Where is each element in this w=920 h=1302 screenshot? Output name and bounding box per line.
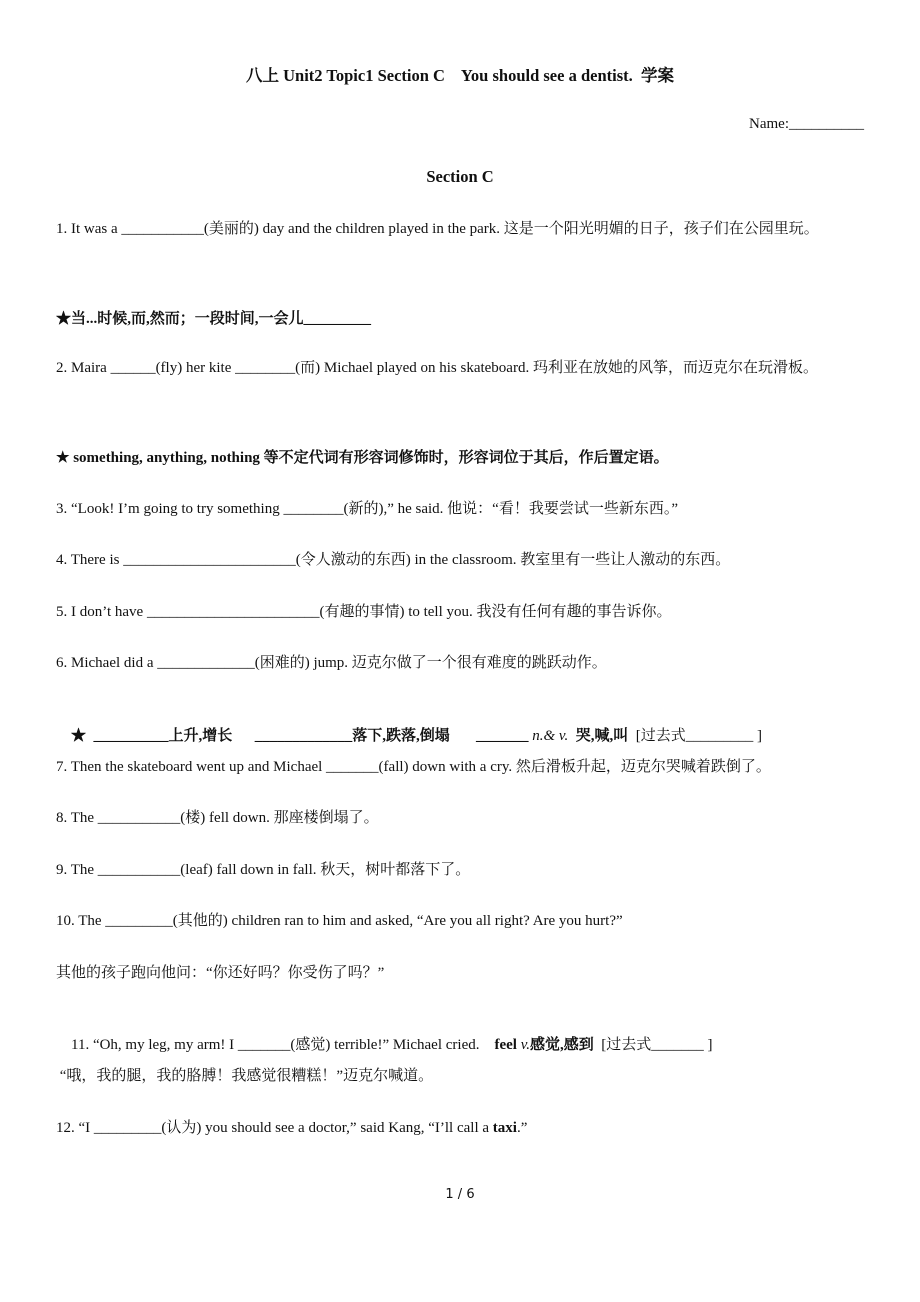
note-star-3-meaning: 哭,喊,叫	[568, 728, 629, 744]
question-10-translation: 其他的孩子跑向他问：“你还好吗？你受伤了吗？”	[56, 965, 385, 981]
question-11-text: 11. “Oh, my leg, my arm! I _______(感觉) terrible!” Michael cried.	[71, 1037, 495, 1053]
question-9: 9. The ___________(leaf) fall down in fall. 秋天，树叶都落下了。	[56, 862, 471, 878]
note-star-3-past-tense: [过去式_________ ]	[628, 728, 762, 744]
note-star-1: ★当...时候,而,然而；一段时间,一会儿_________	[56, 311, 372, 327]
question-12-bold-word: taxi	[492, 1120, 517, 1136]
section-heading: Section C	[426, 167, 494, 186]
document-title: 八上 Unit2 Topic1 Section C You should see a dentist. 学案	[246, 66, 674, 85]
question-12-text: 12. “I _________(认为) you should see a doctor,” said Kang, “I’ll call a	[56, 1120, 493, 1136]
name-field: Name:__________	[749, 116, 864, 132]
question-11-past-tense: [过去式_______ ]	[593, 1037, 713, 1053]
question-11-word: feel	[494, 1037, 521, 1053]
question-7: 7. Then the skateboard went up and Michael _______(fall) down with a cry. 然后滑板升起，迈克尔哭喊着跌倒了。	[56, 759, 771, 775]
note-star-3-pos: n.& v.	[532, 728, 569, 744]
question-5: 5. I don’t have _______________________(有趣的事情) to tell you. 我没有任何有趣的事告诉你。	[56, 604, 672, 620]
question-11-meaning: 感觉,感到	[530, 1037, 594, 1053]
question-3: 3. “Look! I’m going to try something ________(新的),” he said. 他说：“看！我要尝试一些新东西。”	[56, 501, 679, 517]
question-12	[56, 1118, 866, 1138]
question-6: 6. Michael did a _____________(困难的) jump. 迈克尔做了一个很有难度的跳跃动作。	[56, 655, 607, 671]
page-number: 1 / 6	[445, 1187, 475, 1202]
note-star-3-words: ★ __________上升,增长 _____________落下,跌落,倒塌 _______	[71, 728, 533, 744]
question-10: 10. The _________(其他的) children ran to him and asked, “Are you all right? Are you hurt?”	[56, 913, 623, 929]
note-star-2: ★ something, anything, nothing 等不定代词有形容词修饰时，形容词位于其后，作后置定语。	[56, 450, 669, 466]
question-11-translation: “哦，我的腿，我的胳膊！我感觉很糟糕！”迈克尔喊道。	[56, 1068, 434, 1084]
question-4: 4. There is _______________________(令人激动的东西) in the classroom. 教室里有一些让人激动的东西。	[56, 552, 731, 568]
question-1: 1. It was a ___________(美丽的) day and the children played in the park. 这是一个阳光明媚的日子，孩子们在公园里玩。	[56, 221, 819, 237]
question-2: 2. Maira ______(fly) her kite ________(而) Michael played on his skateboard. 玛利亚在放她的风筝，而迈克尔在玩滑板。	[56, 360, 818, 376]
question-12-end: .”	[516, 1120, 528, 1136]
question-11-pos: v.	[520, 1037, 531, 1053]
question-8: 8. The ___________(楼) fell down. 那座楼倒塌了。	[56, 810, 379, 826]
